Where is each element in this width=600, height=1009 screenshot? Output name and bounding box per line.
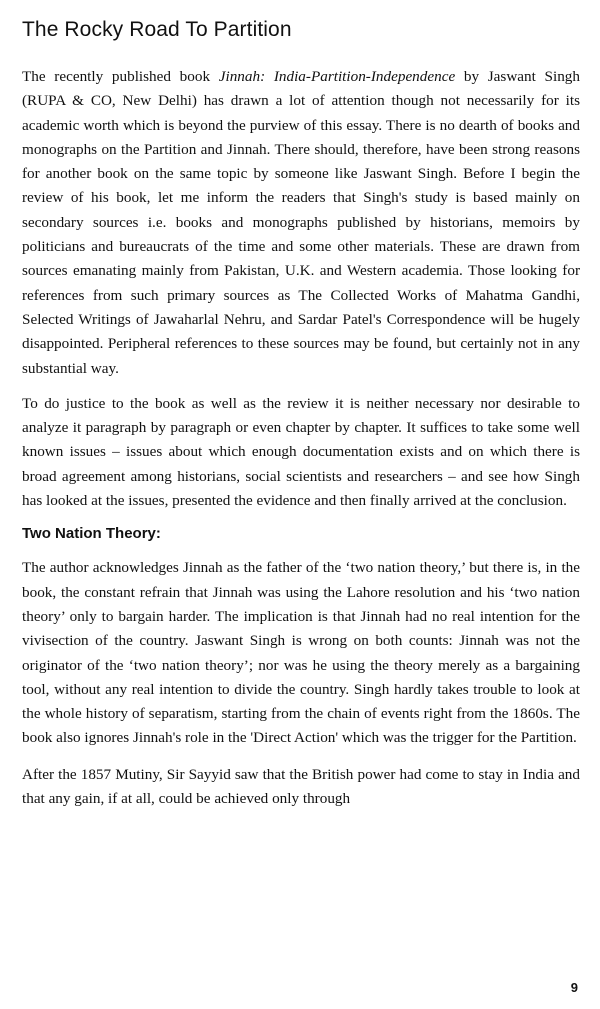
document-title: The Rocky Road To Partition: [22, 18, 292, 41]
intro-paragraph: [22, 65, 580, 381]
book-title: Jinnah: India-Partition-Independence: [218, 68, 456, 85]
two-nation-paragraph: The author acknowledges Jinnah as the father of the ‘two nation theory,’ but there is, in the book, the constant refrain that Jinnah was using the Lahore resolution and his ‘two nation theory’ only to bargain harder. The implication is that Jinnah had no real intention for the vivisection of the country. Jaswant Singh is wrong on both counts: Jinnah was not the originator of the ‘two nation theory’; nor was he using the theory merely as a bargaining tool, without any real intention to divide the country. Singh hardly takes trouble to look at the whole history of separatism, starting from the chain of events right from the 1860s. The book also ignores Jinnah's role in the 'Direct Action' which was the trigger for the Partition.: [22, 559, 580, 747]
method-paragraph: To do justice to the book as well as the review it is neither necessary nor desirable to analyze it paragraph by paragraph or even chapter by chapter. It suffices to take some well known issues – issues about which enough documentation exists and on which there is broad agreement among historians, social scientists and researchers – and see how Singh has looked at the issues, presented the evidence and then finally arrived at the conclusion.: [22, 394, 580, 510]
intro-text-before-title: The recently published book: [22, 68, 219, 85]
section-heading: Two Nation Theory:: [22, 525, 161, 543]
intro-text-after-title: by Jaswant Singh (RUPA & CO, New Delhi) has drawn a lot of attention though not necessarily for its academic worth which is beyond the purview of this essay. There is no dearth of books and monographs on the Partition and Jinnah. There should, therefore, have been strong reasons for another book on the same topic by someone like Jaswant Singh. Before I begin the review of his book, let me inform the readers that Singh's study is based mainly on secondary sources i.e. books and monographs published by historians, memoirs by politicians and bureaucrats of the time and some other materials. These are drawn from sources emanating mainly from Pakistan, U.K. and Western academia. Those looking for references from such primary sources as The Collected Works of Mahatma Gandhi, Selected Writings of Jawaharlal Nehru, and Sardar Patel's Correspondence will be hugely disappointed. Peripheral references to these sources may be found, but certainly not in any substantial way.: [22, 68, 580, 377]
document-page: [22, 18, 580, 823]
page-number: 9: [570, 980, 578, 995]
mutiny-paragraph: After the 1857 Mutiny, Sir Sayyid saw that the British power had come to stay in India and that any gain, if at all, could be achieved only through: [22, 765, 580, 808]
